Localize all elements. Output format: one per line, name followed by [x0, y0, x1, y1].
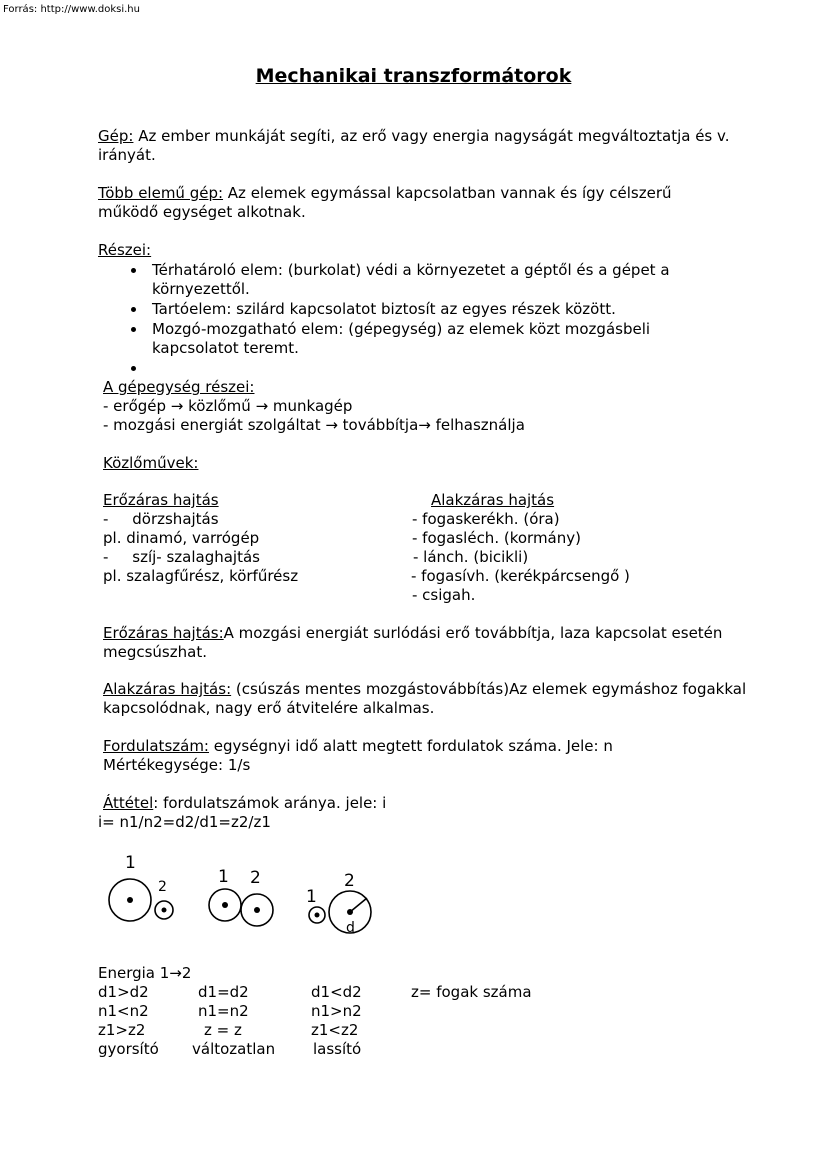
reszei-heading: Részei:: [98, 241, 152, 259]
bullet-icon: [131, 307, 136, 312]
gear-ratio-sketch: [100, 848, 390, 943]
reszei-item-1: Térhatároló elem: (burkolat) védi a környezetet a géptől és a gépet a: [152, 261, 670, 279]
energia-cell: n1=n2: [198, 1002, 249, 1020]
kozlomuvek-heading: Közlőművek:: [103, 454, 199, 472]
gepegyseg-line2: - mozgási energiát szolgáltat → továbbítja→ felhasználja: [103, 416, 525, 434]
source-url: Forrás: http://www.doksi.hu: [3, 4, 140, 15]
gep-text: Az ember munkáját segíti, az erő vagy energia nagyságát megváltoztatja és v.: [133, 127, 730, 145]
energia-cell: lassító: [313, 1040, 362, 1058]
energia-note: z= fogak száma: [411, 983, 532, 1001]
energia-cell: z = z: [204, 1021, 242, 1039]
gep-text-line2: irányát.: [98, 146, 156, 164]
page-title: Mechanikai transzformátorok: [255, 65, 572, 87]
erozaras-row-2: pl. dinamó, varrógép: [103, 529, 260, 547]
attetel-text: : fordulatszámok aránya. jele: i: [153, 794, 387, 812]
reszei-item-1-cont: környezettől.: [152, 280, 250, 298]
bullet-icon: [131, 268, 136, 273]
tobb-text-line2: működő egységet alkotnak.: [98, 203, 306, 221]
sketch-label: 2: [158, 879, 167, 895]
sketch-label: 1: [125, 853, 136, 873]
sketch-label: d: [346, 920, 355, 936]
erozaras-row-4: pl. szalagfűrész, körfűrész: [103, 567, 299, 585]
bullet-icon: [131, 366, 136, 371]
erozaras-def-term: Erőzáras hajtás:: [103, 624, 224, 642]
alakzaras-row-5: - csigah.: [412, 586, 476, 604]
alakzaras-def-text: (csúszás mentes mozgástovábbítás)Az elemek egymáshoz fogakkal: [231, 680, 747, 698]
bullet-icon: [131, 327, 136, 332]
alakzaras-col-heading: Alakzáras hajtás: [431, 491, 555, 509]
gep-paragraph: [98, 127, 730, 146]
attetel-def: [103, 794, 386, 813]
sketch-label: 1: [218, 867, 229, 887]
alakzaras-row-4: - fogasívh. (kerékpárcsengő ): [411, 567, 630, 585]
energia-cell: d1=d2: [198, 983, 249, 1001]
reszei-item-3-cont: kapcsolatot teremt.: [152, 339, 299, 357]
alakzaras-def-term: Alakzáras hajtás:: [103, 680, 232, 698]
erozaras-def: [103, 624, 722, 643]
fordulat-def: [103, 737, 613, 756]
tobb-text: Az elemek egymással kapcsolatban vannak és így célszerű: [223, 184, 672, 202]
sketch-label: 2: [344, 871, 355, 891]
tobb-paragraph: [98, 184, 672, 203]
energia-heading: Energia 1→2: [98, 964, 192, 982]
fordulat-line2: Mértékegysége: 1/s: [103, 756, 251, 774]
energia-cell: változatlan: [192, 1040, 276, 1058]
sketch-label: 2: [250, 868, 261, 888]
sketch-label: 1: [306, 887, 317, 907]
energia-cell: gyorsító: [98, 1040, 159, 1058]
erozaras-col-heading: Erőzáras hajtás: [103, 491, 219, 509]
fordulat-term: Fordulatszám:: [103, 737, 209, 755]
erozaras-row-1: - dörzshajtás: [103, 510, 219, 528]
attetel-formula: i= n1/n2=d2/d1=z2/z1: [98, 813, 271, 831]
gepegyseg-line1: - erőgép → közlőmű → munkagép: [103, 397, 353, 415]
energia-cell: z1<z2: [311, 1021, 359, 1039]
attetel-term: Áttétel: [103, 794, 154, 812]
alakzaras-def: [103, 680, 746, 699]
energia-cell: z1>z2: [98, 1021, 146, 1039]
alakzaras-row-3: - lánch. (bicikli): [413, 548, 529, 566]
sketch-diameter-line: [350, 898, 367, 912]
alakzaras-row-1: - fogaskerékh. (óra): [412, 510, 560, 528]
alakzaras-def-line2: kapcsolódnak, nagy erő átvitelére alkalmas.: [103, 699, 435, 717]
reszei-item-3: Mozgó-mozgatható elem: (gépegység) az elemek közt mozgásbeli: [152, 320, 651, 338]
tobb-term: Több elemű gép:: [98, 184, 224, 202]
gep-term: Gép:: [98, 127, 134, 145]
energia-cell: n1<n2: [98, 1002, 149, 1020]
erozaras-def-text: A mozgási energiát surlódási erő továbbítja, laza kapcsolat esetén: [223, 624, 723, 642]
energia-cell: d1>d2: [98, 983, 149, 1001]
erozaras-def-line2: megcsúszhat.: [103, 643, 207, 661]
reszei-item-2: Tartóelem: szilárd kapcsolatot biztosít az egyes részek között.: [152, 300, 616, 318]
erozaras-row-3: - szíj- szalaghajtás: [103, 548, 260, 566]
energia-cell: d1<d2: [311, 983, 362, 1001]
fordulat-text: egységnyi idő alatt megtett fordulatok száma. Jele: n: [209, 737, 613, 755]
alakzaras-row-2: - fogasléch. (kormány): [412, 529, 581, 547]
energia-cell: n1>n2: [311, 1002, 362, 1020]
gepegyseg-heading: A gépegység részei:: [103, 378, 255, 396]
